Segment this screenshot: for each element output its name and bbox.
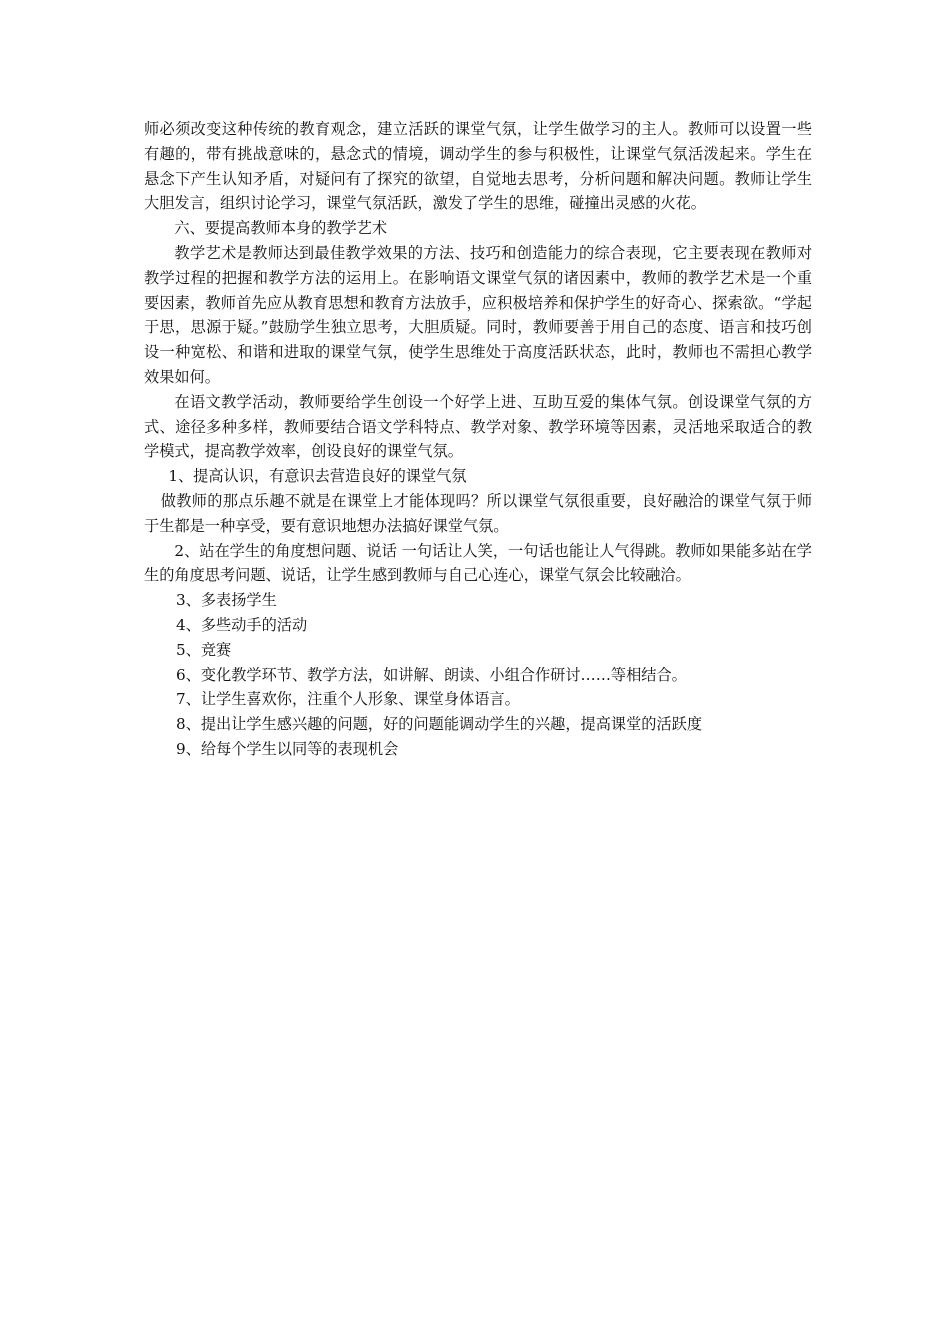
- paragraph-collective-atmosphere: 在语文教学活动，教师要给学生创设一个好学上进、互助互爱的集体气氛。创设课堂气氛的方式、途径多种多样，教师要结合语文学科特点、教学对象、教学环境等因素，灵活地采取适合的教学模式，提高教学效率，创设良好的课堂气氛。: [144, 392, 812, 461]
- list-item-9: 9、给每个学生以同等的表现机会: [176, 739, 399, 758]
- paragraph-continuation: 师必须改变这种传统的教育观念，建立活跃的课堂气氛，让学生做学习的主人。教师可以设置一些有趣的，带有挑战意味的，悬念式的情境，调动学生的参与积极性，让课堂气氛活泼起来。学生在悬念下产生认知矛盾，对疑问有了探究的欲望，自觉地去思考，分析问题和解决问题。教师让学生大胆发言，组织讨论学习，课堂气氛活跃，激发了学生的思维，碰撞出灵感的火花。: [144, 120, 812, 213]
- list-item-3: 3、多表扬学生: [176, 591, 277, 610]
- paragraph-item-1-body: 做教师的那点乐趣不就是在课堂上才能体现吗？所以课堂气氛很重要，良好融洽的课堂气氛于师于生都是一种享受，要有意识地想办法搞好课堂气氛。: [144, 491, 812, 535]
- list-item-2: 2、站在学生的角度想问题、说话 一句话让人笑，一句话也能让人气得跳。教师如果能多站在学生的角度思考问题、说话，让学生感到教师与自己心连心，课堂气氛会比较融洽。: [144, 541, 812, 585]
- list-item-6: 6、变化教学环节、教学方法，如讲解、朗读、小组合作研讨……等相结合。: [176, 665, 687, 684]
- subheading-item-1: 1、提高认识，有意识去营造良好的课堂气氛: [168, 467, 467, 486]
- document-body: [144, 117, 812, 762]
- list-item-7: 7、让学生喜欢你，注重个人形象、课堂身体语言。: [176, 690, 520, 709]
- section-heading-six: 六、要提高教师本身的教学艺术: [174, 219, 388, 238]
- list-item-4: 4、多些动手的活动: [176, 615, 308, 634]
- list-item-8: 8、提出让学生感兴趣的问题，好的问题能调动学生的兴趣，提高课堂的活跃度: [176, 715, 703, 734]
- list-item-5: 5、竞赛: [176, 640, 232, 659]
- paragraph-teaching-art: 教学艺术是教师达到最佳教学效果的方法、技巧和创造能力的综合表现，它主要表现在教师对教学过程的把握和教学方法的运用上。在影响语文课堂气氛的诸因素中，教师的教学艺术是一个重要因素，教师首先应从教育思想和教育方法放手，应积极培养和保护学生的好奇心、探索欲。“学起于思，思源于疑。”鼓励学生独立思考，大胆质疑。同时，教师要善于用自己的态度、语言和技巧创设一种宽松、和谐和进取的课堂气氛，使学生思维处于高度活跃状态，此时，教师也不需担心教学效果如何。: [144, 243, 812, 386]
